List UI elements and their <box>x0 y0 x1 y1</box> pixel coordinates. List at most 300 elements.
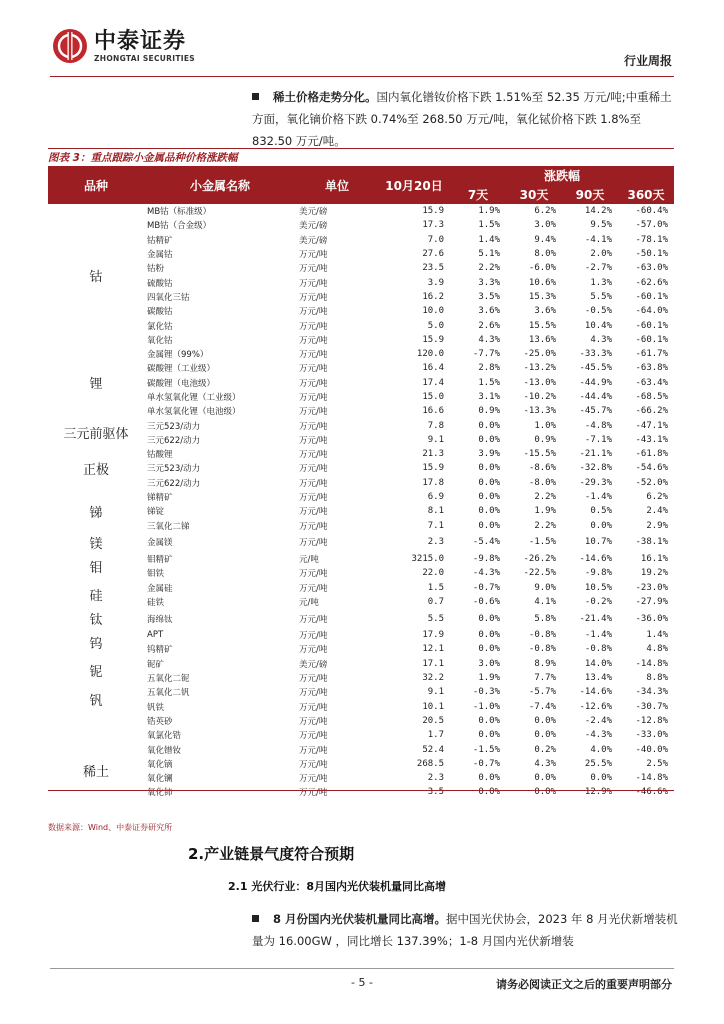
change-7d-cell: -0.7% <box>472 758 500 769</box>
change-360d-cell: -63.8% <box>635 363 669 374</box>
change-90d-cell: -44.4% <box>579 392 612 402</box>
change-360d-cell: -63.0% <box>635 263 669 274</box>
metal-name-cell: 三元523/动力 <box>147 464 201 475</box>
metal-name-cell: 金属硅 <box>147 583 173 594</box>
change-90d-cell: -21.1% <box>579 449 612 460</box>
change-30d-cell: 8.9% <box>534 658 556 669</box>
unit-cell: 万元/吨 <box>299 407 328 418</box>
unit-cell: 万元/吨 <box>299 631 328 642</box>
change-90d-cell: -0.8% <box>584 644 612 655</box>
change-30d-cell: -25.0% <box>523 349 556 360</box>
change-30d-cell: 1.9% <box>534 506 556 517</box>
metals-price-table <box>48 166 674 800</box>
category-cell: 三元前驱体 <box>63 427 129 443</box>
header-name: 小金属名称 <box>144 166 296 204</box>
change-30d-cell: 0.9% <box>534 434 556 445</box>
change-7d-cell: 0.0% <box>478 434 500 445</box>
change-360d-cell: -52.0% <box>635 477 669 488</box>
change-90d-cell: 12.9% <box>584 787 612 798</box>
change-360d-cell: -62.6% <box>635 277 669 288</box>
unit-cell: 万元/吨 <box>299 702 328 713</box>
category-cell: 硅 <box>89 589 103 605</box>
unit-cell: 万元/吨 <box>299 521 328 532</box>
change-30d-cell: 0.0% <box>534 773 556 784</box>
unit-cell: 万元/吨 <box>299 583 328 594</box>
change-7d-cell: 1.9% <box>478 206 500 217</box>
change-30d-cell: 0.0% <box>534 730 556 741</box>
price-cell: 15.9 <box>422 334 444 345</box>
change-7d-cell: 0.0% <box>478 787 500 798</box>
change-90d-cell: -0.5% <box>584 306 612 317</box>
unit-cell: 美元/磅 <box>299 659 328 670</box>
change-360d-cell: -43.1% <box>635 434 669 445</box>
metal-name-cell: 四氧化三钴 <box>147 292 190 303</box>
metal-name-cell: 碳酸锂（工业级） <box>147 364 216 375</box>
change-7d-cell: 5.1% <box>478 249 500 260</box>
change-30d-cell: -0.8% <box>528 644 556 655</box>
change-360d-cell: -61.7% <box>635 349 669 360</box>
change-90d-cell: 14.2% <box>584 206 612 217</box>
header-change: 涨跌幅 <box>450 166 674 185</box>
change-30d-cell: 0.2% <box>534 744 556 755</box>
change-90d-cell: -21.4% <box>579 613 612 624</box>
metal-name-cell: 氯化钴 <box>147 321 173 332</box>
category-cell: 锂 <box>89 377 103 393</box>
bullet-square-icon <box>252 93 259 100</box>
price-cell: 52.4 <box>422 744 444 755</box>
price-cell: 16.2 <box>422 291 444 302</box>
change-7d-cell: -9.8% <box>472 553 500 564</box>
change-30d-cell: 0.0% <box>534 715 556 726</box>
page-number: - 5 - <box>351 976 373 989</box>
unit-cell: 万元/吨 <box>299 364 328 375</box>
change-7d-cell: 0.0% <box>478 613 500 624</box>
metal-name-cell: APT <box>147 630 164 641</box>
change-30d-cell: -1.5% <box>528 537 556 548</box>
price-cell: 7.8 <box>427 420 444 431</box>
change-90d-cell: -1.4% <box>584 630 612 641</box>
change-30d-cell: -13.2% <box>523 363 556 374</box>
table-bottom-rule <box>48 790 674 791</box>
change-360d-cell: -27.9% <box>635 596 669 607</box>
change-90d-cell: -14.6% <box>579 553 612 564</box>
price-cell: 120.0 <box>416 349 444 360</box>
unit-cell: 万元/吨 <box>299 378 328 389</box>
change-30d-cell: 2.2% <box>534 520 556 531</box>
metal-name-cell: 三氧化二锑 <box>147 521 190 532</box>
change-7d-cell: 2.6% <box>478 320 500 331</box>
change-90d-cell: 25.5% <box>584 758 612 769</box>
category-cell: 钼 <box>89 560 103 576</box>
metal-name-cell: 氧化铈 <box>147 788 173 799</box>
change-90d-cell: 10.4% <box>584 320 612 331</box>
change-90d-cell: -4.8% <box>584 420 612 431</box>
unit-cell: 万元/吨 <box>299 464 328 475</box>
change-30d-cell: 15.5% <box>528 320 556 331</box>
metal-name-cell: 三元523/动力 <box>147 421 201 432</box>
unit-cell: 万元/吨 <box>299 731 328 742</box>
unit-cell: 美元/磅 <box>299 221 328 232</box>
price-cell: 1.7 <box>427 730 444 741</box>
price-cell: 15.9 <box>422 463 444 474</box>
change-90d-cell: -32.8% <box>579 463 612 474</box>
unit-cell: 万元/吨 <box>299 507 328 518</box>
change-30d-cell: 10.6% <box>528 277 556 288</box>
change-90d-cell: 0.0% <box>590 773 612 784</box>
change-90d-cell: 9.5% <box>590 220 612 231</box>
price-cell: 32.2 <box>422 673 444 684</box>
change-7d-cell: 0.0% <box>478 730 500 741</box>
metal-name-cell: 金属钴 <box>147 250 173 261</box>
unit-cell: 万元/吨 <box>299 393 328 403</box>
unit-cell: 万元/吨 <box>299 774 328 785</box>
change-360d-cell: -33.0% <box>635 730 669 741</box>
change-7d-cell: 0.0% <box>478 715 500 726</box>
change-30d-cell: 1.0% <box>534 420 556 431</box>
logo-english: ZHONGTAI SECURITIES <box>94 53 195 63</box>
change-90d-cell: -44.9% <box>579 377 612 388</box>
change-30d-cell: -26.2% <box>523 553 556 564</box>
change-7d-cell: -4.3% <box>472 568 500 579</box>
change-360d-cell: 4.8% <box>646 644 669 655</box>
change-360d-cell: -60.1% <box>635 334 669 345</box>
change-90d-cell: -2.4% <box>584 715 612 726</box>
price-cell: 6.9 <box>427 492 444 503</box>
change-360d-cell: -36.0% <box>635 613 669 624</box>
change-360d-cell: 8.8% <box>646 673 669 684</box>
change-7d-cell: 1.9% <box>478 673 500 684</box>
change-7d-cell: 3.9% <box>478 449 500 460</box>
change-90d-cell: 5.5% <box>590 291 612 302</box>
change-360d-cell: -12.8% <box>635 715 669 726</box>
price-cell: 23.5 <box>422 263 444 274</box>
unit-cell: 万元/吨 <box>299 569 328 580</box>
metal-name-cell: 钼铁 <box>147 569 165 580</box>
change-30d-cell: 9.4% <box>534 234 556 245</box>
table-row <box>48 628 674 642</box>
change-7d-cell: 0.9% <box>478 406 500 417</box>
metal-name-cell: 氧化镝 <box>147 759 173 770</box>
category-cell: 铌 <box>89 665 103 681</box>
section-title: 2.产业链景气度符合预期 <box>188 845 355 863</box>
table-row <box>48 418 674 432</box>
change-360d-cell: -47.1% <box>635 420 669 431</box>
change-90d-cell: -4.3% <box>584 730 612 741</box>
price-cell: 10.1 <box>422 701 444 712</box>
price-cell: 12.1 <box>422 644 444 655</box>
change-360d-cell: -34.3% <box>635 687 669 698</box>
change-360d-cell: 6.2% <box>646 492 669 503</box>
change-30d-cell: -13.3% <box>523 406 556 417</box>
change-90d-cell: 2.0% <box>590 249 612 260</box>
change-30d-cell: 4.1% <box>534 596 556 607</box>
change-7d-cell: -0.7% <box>472 582 500 593</box>
change-30d-cell: -6.0% <box>528 263 556 274</box>
change-90d-cell: 0.0% <box>590 520 612 531</box>
unit-cell: 万元/吨 <box>299 264 328 275</box>
change-360d-cell: -61.8% <box>635 449 669 460</box>
price-cell: 2.3 <box>427 537 444 548</box>
change-7d-cell: 3.5% <box>478 291 500 302</box>
change-7d-cell: 3.6% <box>478 306 500 317</box>
change-360d-cell: -57.0% <box>635 220 669 231</box>
footer-disclaimer: 请务必阅读正文之后的重要声明部分 <box>496 978 672 991</box>
change-30d-cell: 9.0% <box>534 582 556 593</box>
change-90d-cell: -29.3% <box>579 477 612 488</box>
change-90d-cell: -14.6% <box>579 687 612 698</box>
unit-cell: 万元/吨 <box>299 788 328 799</box>
category-cell: 正极 <box>82 462 109 478</box>
change-7d-cell: 0.0% <box>478 506 500 517</box>
metal-name-cell: 硫酸钴 <box>147 278 173 289</box>
metal-name-cell: MB钴（合金级） <box>147 221 212 232</box>
change-360d-cell: 16.1% <box>640 553 669 564</box>
price-cell: 17.8 <box>422 477 444 488</box>
metal-name-cell: 氧化钴 <box>147 335 173 346</box>
category-cell: 稀土 <box>82 765 109 781</box>
change-7d-cell: -0.6% <box>472 596 500 607</box>
change-90d-cell: -45.7% <box>579 406 612 417</box>
pv-paragraph <box>252 908 678 952</box>
change-360d-cell: -14.8% <box>635 773 669 784</box>
bullet-square-icon <box>252 915 259 922</box>
metal-name-cell: 五氧化二铌 <box>147 674 190 685</box>
change-360d-cell: -30.7% <box>635 701 669 712</box>
change-30d-cell: 13.6% <box>528 334 556 345</box>
change-7d-cell: -7.7% <box>472 349 500 360</box>
change-30d-cell: 4.3% <box>534 758 556 769</box>
figure-top-rule <box>48 148 674 149</box>
category-cell <box>48 714 144 743</box>
category-cell: 锑 <box>89 505 103 521</box>
price-cell: 15.9 <box>422 206 444 217</box>
header-date: 10月20日 <box>378 166 450 204</box>
footer-divider <box>50 968 674 969</box>
unit-cell: 万元/吨 <box>299 674 328 685</box>
metal-name-cell: 三元622/动力 <box>147 435 201 446</box>
change-360d-cell: -54.6% <box>635 463 669 474</box>
metal-name-cell: 单水氢氧化锂（电池级） <box>147 407 241 418</box>
change-30d-cell: 7.7% <box>534 673 556 684</box>
price-cell: 9.1 <box>427 687 444 698</box>
price-cell: 20.5 <box>422 715 444 726</box>
change-360d-cell: 2.4% <box>646 506 669 517</box>
metal-name-cell: 碳酸钴 <box>147 307 173 318</box>
metal-name-cell: 锑锭 <box>147 507 165 518</box>
change-30d-cell: 3.0% <box>534 220 556 231</box>
figure-title: 图表 3：重点跟踪小金属品种价格涨跌幅 <box>48 152 238 164</box>
change-90d-cell: -1.4% <box>584 492 612 503</box>
unit-cell: 万元/吨 <box>299 716 328 727</box>
change-7d-cell: 3.3% <box>478 277 500 288</box>
unit-cell: 万元/吨 <box>299 292 328 303</box>
change-7d-cell: 2.2% <box>478 263 500 274</box>
metal-name-cell: 三元622/动力 <box>147 478 201 489</box>
unit-cell: 万元/吨 <box>299 493 328 504</box>
price-cell: 17.4 <box>422 377 444 388</box>
table-row <box>48 657 674 671</box>
change-7d-cell: 2.8% <box>478 363 500 374</box>
table-row <box>48 447 674 461</box>
change-90d-cell: 1.3% <box>590 277 612 288</box>
price-cell: 0.7 <box>427 596 444 607</box>
change-30d-cell: -8.6% <box>528 463 556 474</box>
metal-name-cell: 氧氯化锆 <box>147 731 182 742</box>
price-cell: 10.0 <box>422 306 444 317</box>
change-90d-cell: -12.6% <box>579 701 612 712</box>
metal-name-cell: 金属镁 <box>147 538 173 549</box>
change-360d-cell: -40.0% <box>635 744 669 755</box>
metal-name-cell: 钴酸锂 <box>147 450 173 461</box>
price-cell: 1.5 <box>427 582 444 593</box>
change-90d-cell: 10.7% <box>584 537 612 548</box>
change-7d-cell: -1.0% <box>472 701 500 712</box>
metal-name-cell: MB钴（标准级） <box>147 207 212 218</box>
category-cell: 钛 <box>89 613 103 629</box>
unit-cell: 万元/吨 <box>299 250 328 261</box>
table-row <box>48 490 674 504</box>
metal-name-cell: 氧化镨钕 <box>147 745 182 756</box>
change-90d-cell: -0.2% <box>584 596 612 607</box>
change-30d-cell: -8.0% <box>528 477 556 488</box>
unit-cell: 万元/吨 <box>299 435 328 446</box>
change-7d-cell: 1.5% <box>478 220 500 231</box>
unit-cell: 万元/吨 <box>299 307 328 318</box>
change-360d-cell: -64.0% <box>635 306 669 317</box>
change-360d-cell: -50.1% <box>635 249 669 260</box>
metal-name-cell: 海绵钛 <box>147 614 173 625</box>
change-30d-cell: 5.8% <box>534 613 556 624</box>
metal-name-cell: 碳酸锂（电池级） <box>147 378 216 389</box>
change-90d-cell: 10.5% <box>584 582 612 593</box>
change-30d-cell: 15.3% <box>528 291 556 302</box>
company-logo <box>52 28 195 64</box>
change-7d-cell: 0.0% <box>478 630 500 641</box>
change-7d-cell: -0.3% <box>472 687 500 698</box>
change-30d-cell: -0.8% <box>528 630 556 641</box>
section-subtitle: 2.1 光伏行业：8月国内光伏装机量同比高增 <box>228 880 446 893</box>
change-90d-cell: 4.0% <box>590 744 612 755</box>
metal-name-cell: 五氧化二钒 <box>147 688 190 699</box>
zhongtai-logo-icon <box>52 28 88 64</box>
price-cell: 268.5 <box>416 758 444 769</box>
change-90d-cell: -9.8% <box>584 568 612 579</box>
change-30d-cell: -10.2% <box>523 392 556 402</box>
table-row <box>48 609 674 628</box>
change-30d-cell: -5.7% <box>528 687 556 698</box>
table-row <box>48 685 674 699</box>
price-cell: 3.9 <box>427 277 444 288</box>
change-360d-cell: -23.0% <box>635 582 669 593</box>
intro-paragraph <box>252 86 678 152</box>
change-30d-cell: -22.5% <box>523 568 556 579</box>
change-7d-cell: 4.3% <box>478 334 500 345</box>
pv-body: 据中国光伏协会，2023 年 8 月光伏新增装机量为 16.00GW ，同比增长 137.39%；1-8 月国内光伏新增装 <box>252 912 678 948</box>
price-cell: 5.5 <box>427 613 444 624</box>
change-7d-cell: 1.5% <box>478 377 500 388</box>
header-30d: 30天 <box>506 185 562 204</box>
change-7d-cell: 3.1% <box>478 392 500 402</box>
unit-cell: 元/吨 <box>299 554 319 565</box>
change-7d-cell: 0.0% <box>478 520 500 531</box>
unit-cell: 万元/吨 <box>299 688 328 699</box>
price-cell: 3215.0 <box>411 553 444 564</box>
header-90d: 90天 <box>562 185 618 204</box>
price-cell: 21.3 <box>422 449 444 460</box>
report-type: 行业周报 <box>623 54 672 68</box>
unit-cell: 万元/吨 <box>299 421 328 432</box>
unit-cell: 万元/吨 <box>299 335 328 346</box>
change-30d-cell: 3.6% <box>534 306 556 317</box>
table-row <box>48 714 674 728</box>
change-360d-cell: 2.9% <box>646 520 669 531</box>
change-360d-cell: -38.1% <box>635 537 669 548</box>
metal-name-cell: 硅铁 <box>147 597 165 608</box>
metal-name-cell: 钒铁 <box>147 702 165 713</box>
price-cell: 22.0 <box>422 568 444 579</box>
header-360d: 360天 <box>618 185 674 204</box>
unit-cell: 万元/吨 <box>299 745 328 756</box>
unit-cell: 美元/磅 <box>299 207 328 218</box>
pv-lead: 8 月份国内光伏装机量同比高增。 <box>273 912 447 926</box>
unit-cell: 万元/吨 <box>299 478 328 489</box>
unit-cell: 万元/吨 <box>299 759 328 770</box>
change-7d-cell: 1.4% <box>478 234 500 245</box>
metal-name-cell: 氧化镧 <box>147 774 173 785</box>
change-90d-cell: -33.3% <box>579 349 612 360</box>
change-90d-cell: -4.1% <box>584 234 612 245</box>
metal-name-cell: 钼精矿 <box>147 554 173 565</box>
intro-lead: 稀土价格走势分化。 <box>273 90 377 104</box>
unit-cell: 万元/吨 <box>299 321 328 332</box>
change-90d-cell: 14.0% <box>584 658 612 669</box>
header-category: 品种 <box>48 166 144 204</box>
change-360d-cell: -68.5% <box>635 392 669 402</box>
change-360d-cell: -60.1% <box>635 320 669 331</box>
metal-name-cell: 单水氢氧化锂（工业级） <box>147 393 241 403</box>
metal-name-cell: 锆英砂 <box>147 716 173 727</box>
change-30d-cell: 2.2% <box>534 492 556 503</box>
change-7d-cell: 0.0% <box>478 773 500 784</box>
change-360d-cell: -46.6% <box>635 787 669 798</box>
metal-name-cell: 金属锂（99%） <box>147 350 209 361</box>
change-360d-cell: -66.2% <box>635 406 669 417</box>
price-cell: 2.3 <box>427 773 444 784</box>
change-360d-cell: -60.4% <box>635 206 669 217</box>
header-7d: 7天 <box>450 185 506 204</box>
metal-name-cell: 铌矿 <box>147 659 165 670</box>
change-360d-cell: -78.1% <box>635 234 669 245</box>
category-cell: 钒 <box>89 694 103 709</box>
intro-body: 国内氧化镨钕价格下跌 1.51%至 52.35 万元/吨;中重稀土方面，氧化镝价格下跌 0.74%至 268.50 万元/吨，氧化铽价格下跌 1.8%至 832.50 万元/吨。 <box>252 90 672 148</box>
change-7d-cell: -1.5% <box>472 744 500 755</box>
unit-cell: 万元/吨 <box>299 538 328 549</box>
unit-cell: 万元/吨 <box>299 645 328 656</box>
price-cell: 16.4 <box>422 363 444 374</box>
change-7d-cell: 0.0% <box>478 463 500 474</box>
change-7d-cell: 0.0% <box>478 420 500 431</box>
change-360d-cell: -14.8% <box>635 658 669 669</box>
metal-name-cell: 锑精矿 <box>147 493 173 504</box>
price-cell: 17.3 <box>422 220 444 231</box>
change-360d-cell: -63.4% <box>635 377 669 388</box>
change-30d-cell: -15.5% <box>523 449 556 460</box>
header-unit: 单位 <box>296 166 378 204</box>
logo-chinese: 中泰证券 <box>94 28 187 54</box>
metal-name-cell: 钴精矿 <box>147 235 173 246</box>
unit-cell: 万元/吨 <box>299 614 328 625</box>
category-cell: 镁 <box>89 536 103 552</box>
